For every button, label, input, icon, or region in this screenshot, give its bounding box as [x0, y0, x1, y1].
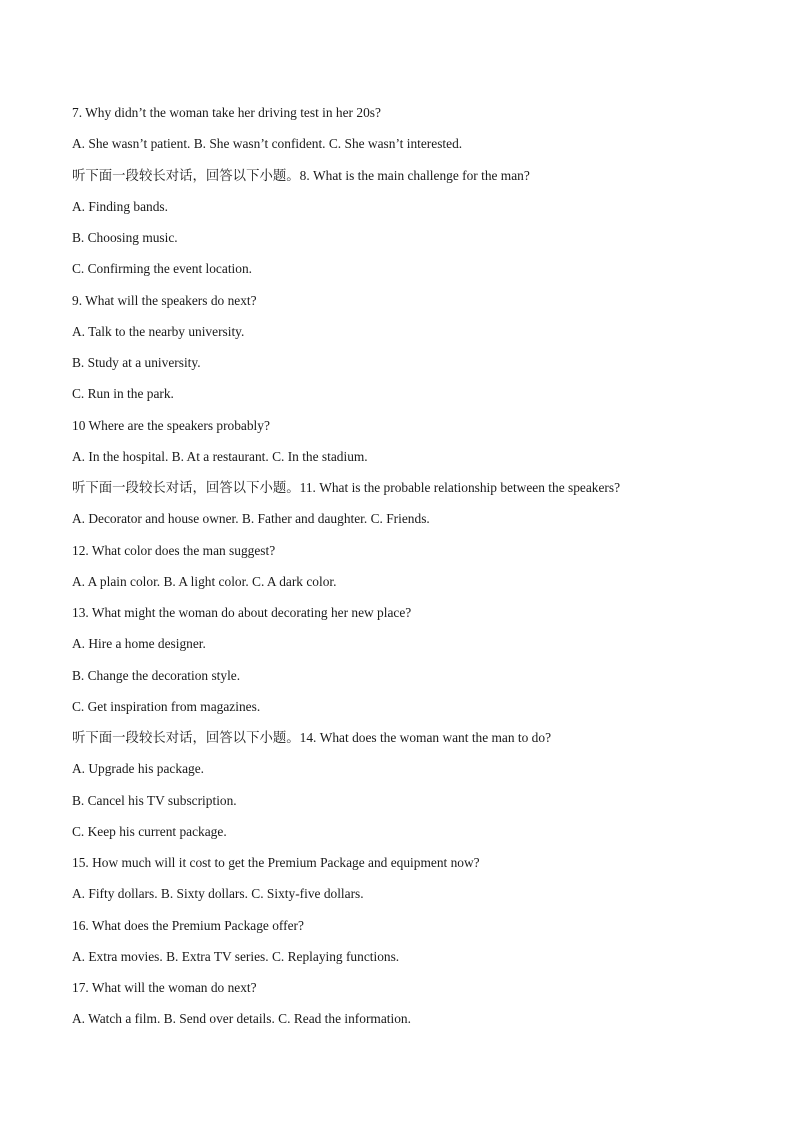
- section-intro-question-8: 听下面一段较长对话，回答以下小题。8. What is the main challenge for the man?: [72, 167, 530, 183]
- question-15: 15. How much will it cost to get the Premium Package and equipment now?: [72, 855, 480, 870]
- question-12: 12. What color does the man suggest?: [72, 542, 276, 558]
- question-10: 10 Where are the speakers probably?: [72, 417, 270, 433]
- question-15-options: A. Fifty dollars. B. Sixty dollars. C. Sixty-five dollars.: [72, 886, 364, 902]
- question-17-options: A. Watch a film. B. Send over details. C. Read the information.: [72, 1011, 411, 1027]
- question-14-option-a: A. Upgrade his package.: [72, 761, 204, 777]
- question-9-option-a: A. Talk to the nearby university.: [72, 323, 245, 339]
- question-7: 7. Why didn’t the woman take her driving test in her 20s?: [72, 105, 381, 120]
- question-9: 9. What will the speakers do next?: [72, 292, 257, 308]
- question-14-option-b: B. Cancel his TV subscription.: [72, 792, 237, 808]
- question-9-option-b: B. Study at a university.: [72, 355, 201, 370]
- question-14-option-c: C. Keep his current package.: [72, 823, 227, 839]
- question-9-option-c: C. Run in the park.: [72, 386, 174, 402]
- question-17: 17. What will the woman do next?: [72, 980, 257, 995]
- question-10-options: A. In the hospital. B. At a restaurant. C. In the stadium.: [72, 448, 368, 464]
- question-7-options: A. She wasn’t patient. B. She wasn’t confident. C. She wasn’t interested.: [72, 136, 463, 152]
- question-13-option-b: B. Change the decoration style.: [72, 667, 241, 683]
- question-13: 13. What might the woman do about decorating her new place?: [72, 605, 412, 620]
- section-intro-question-14: 听下面一段较长对话，回答以下小题。14. What does the woman want the man to do?: [72, 730, 552, 745]
- document-page: [72, 103, 732, 1041]
- question-16: 16. What does the Premium Package offer?: [72, 917, 304, 933]
- question-13-option-c: C. Get inspiration from magazines.: [72, 698, 261, 714]
- question-8-option-c: C. Confirming the event location.: [72, 261, 252, 277]
- question-8-option-a: A. Finding bands.: [72, 198, 168, 214]
- question-16-options: A. Extra movies. B. Extra TV series. C. Replaying functions.: [72, 948, 400, 964]
- section-intro-question-11: 听下面一段较长对话，回答以下小题。11. What is the probable relationship between the speakers?: [72, 480, 621, 495]
- question-11-options: A. Decorator and house owner. B. Father and daughter. C. Friends.: [72, 511, 430, 527]
- question-13-option-a: A. Hire a home designer.: [72, 636, 206, 652]
- question-12-options: A. A plain color. B. A light color. C. A dark color.: [72, 573, 337, 589]
- question-8-option-b: B. Choosing music.: [72, 230, 178, 245]
